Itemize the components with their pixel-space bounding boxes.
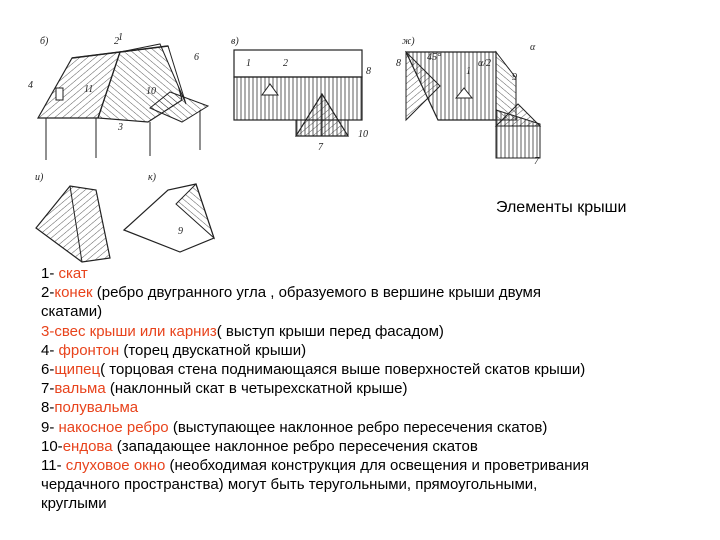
figure-zh-number-7: 7 <box>534 156 539 167</box>
figure-b-number-4: 4 <box>28 80 33 91</box>
legend-item-10-line-3 <box>41 494 701 513</box>
legend-text: 4- <box>41 341 59 359</box>
legend-text: ( торцовая стена поднимающаяся выше поверхностей скатов крыши) <box>100 361 586 379</box>
legend-term: слуховое окно <box>65 457 166 475</box>
legend-item-10-line-2 <box>41 475 701 494</box>
legend-item-6-line-1 <box>41 379 701 398</box>
legend-text: ( выступ крыши перед фасадом) <box>216 322 444 340</box>
legend-text: скатами) <box>41 303 103 321</box>
legend-text: 1- <box>41 265 59 282</box>
legend-text: (западающее наклонное ребро пересечения скатов <box>112 437 478 455</box>
legend-item-8-line-1 <box>41 418 701 437</box>
legend-item-10-line-1 <box>41 456 701 475</box>
figure-zh-number-8: 8 <box>396 58 401 69</box>
figure-zh-label: ж) <box>402 36 415 47</box>
figure-v-number-8: 8 <box>366 66 371 77</box>
figure-zh-angle-alpha-half: α/2 <box>478 58 492 69</box>
figure-k-label: к) <box>148 172 157 183</box>
legend-text: 9- <box>41 418 59 436</box>
legend-item-3-line-1 <box>41 322 701 341</box>
legend-item-5-line-1 <box>41 360 701 379</box>
legend-text: 11- <box>41 457 66 475</box>
legend-term: фронтон <box>58 341 120 359</box>
figure-v-number-2: 2 <box>283 58 288 69</box>
legend-term: накосное ребро <box>58 418 169 436</box>
figure-zh-angle-45: 45° <box>427 52 441 63</box>
legend-term: полувальма <box>54 399 139 417</box>
figure-k-number-9: 9 <box>178 226 183 237</box>
legend-item-4-line-1 <box>41 341 701 360</box>
figure-v-number-1: 1 <box>246 58 251 69</box>
figure-v-roof-plan <box>231 36 371 153</box>
figure-v-number-7: 7 <box>318 142 323 153</box>
roof-elements-legend <box>41 264 701 514</box>
figure-b-number-11: 11 <box>84 84 94 95</box>
legend-item-1-line-1 <box>41 264 701 283</box>
legend-text: 8- <box>41 399 55 417</box>
figure-b-number-3: 3 <box>118 122 123 133</box>
figure-zh-l-shaped-plan <box>396 36 540 167</box>
figure-b-number-1: 1 <box>118 32 123 43</box>
figure-k-roof-section <box>124 172 214 252</box>
legend-term: 3-свес крыши или карниз <box>41 322 217 340</box>
legend-text: 7- <box>41 380 55 398</box>
legend-term: скат <box>58 265 88 282</box>
legend-text: круглыми <box>41 495 107 513</box>
figure-zh-angle-alpha: α <box>530 42 536 53</box>
legend-text: (выступающее наклонное ребро пересечения скатов) <box>168 418 548 436</box>
legend-text: (наклонный скат в четырехскатной крыше) <box>105 380 408 398</box>
figure-v-label: в) <box>231 36 239 47</box>
legend-text: 6- <box>41 361 55 379</box>
legend-text: (ребро двугранного угла , образуемого в вершине крыши двумя <box>92 284 541 302</box>
figure-b-number-6: 6 <box>194 52 199 63</box>
legend-item-9-line-1 <box>41 437 701 456</box>
figure-zh-number-1: 1 <box>466 66 471 77</box>
figure-b-gable-roof <box>28 32 208 160</box>
figure-b-number-10: 10 <box>146 86 156 97</box>
legend-item-2-line-1 <box>41 283 701 302</box>
figure-i-label: и) <box>35 172 44 183</box>
legend-text: (торец двускатной крыши) <box>119 341 307 359</box>
figure-i-roof-section <box>35 172 110 262</box>
legend-text: (необходимая конструкция для освещения и проветривания <box>165 457 589 475</box>
legend-text: 2- <box>41 284 55 302</box>
figure-b-label: б) <box>40 36 49 47</box>
legend-text: 10- <box>41 437 63 455</box>
legend-text: чердачного пространства) могут быть теругольными, прямоугольными, <box>41 476 538 494</box>
legend-item-2-line-2 <box>41 302 701 321</box>
legend-term: конек <box>54 284 93 302</box>
page-title: Элементы крыши <box>496 199 627 216</box>
legend-term: щипец <box>54 361 101 379</box>
legend-item-7-line-1 <box>41 398 701 417</box>
legend-term: вальма <box>54 380 106 398</box>
legend-term: ендова <box>62 437 113 455</box>
figure-zh-number-9: 9 <box>512 72 517 83</box>
figure-v-number-10: 10 <box>358 129 368 140</box>
figure-b-number-2: 2 <box>114 36 119 47</box>
